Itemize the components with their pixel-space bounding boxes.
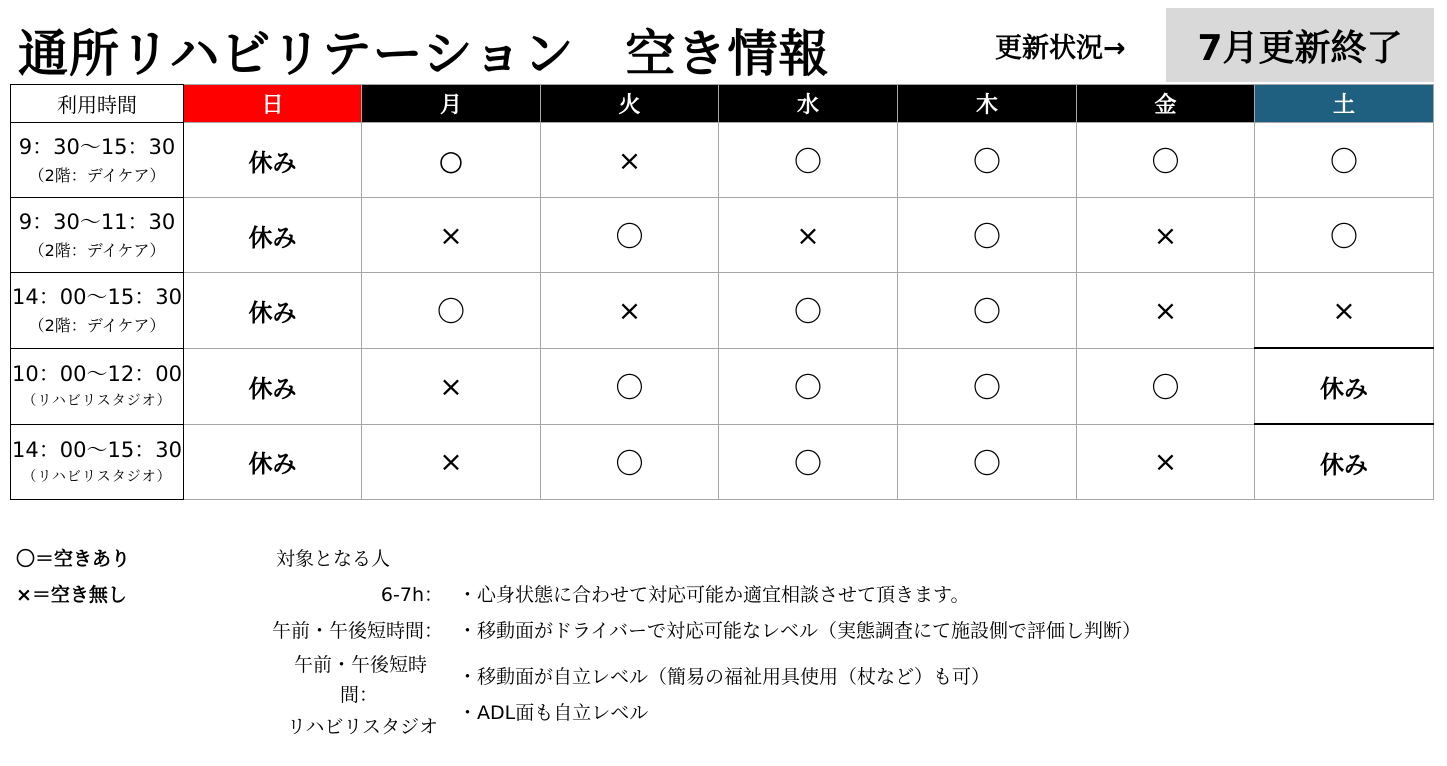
availability-value: ×	[439, 218, 463, 252]
availability-value: ×	[1153, 445, 1178, 479]
time-range: 9：30〜11：30	[18, 209, 176, 234]
time-slot-cell	[11, 424, 184, 500]
availability-value: 〇	[793, 446, 822, 480]
availability-cell	[719, 273, 898, 349]
availability-cell	[898, 273, 1077, 349]
target-label-studio-line3: リハビリスタジオ	[287, 716, 439, 738]
legend-available: 〇＝空きあり	[16, 548, 131, 570]
target-label-6-7h: 6-7h：	[380, 584, 443, 606]
time-slot-cell	[11, 198, 184, 273]
table-row	[11, 273, 1434, 349]
availability-value: ×	[439, 445, 463, 479]
availability-cell	[362, 273, 541, 349]
availability-value: 休み	[248, 298, 297, 327]
availability-cell	[1255, 123, 1434, 198]
header-day-sun: 日	[184, 85, 362, 123]
location: （2階：デイケア）	[28, 316, 166, 336]
availability-value: 〇	[615, 371, 644, 404]
availability-cell	[184, 123, 362, 198]
availability-cell	[1077, 198, 1255, 273]
header-day-thu: 木	[898, 85, 1077, 123]
time-slot-cell	[11, 123, 184, 198]
availability-value: 〇	[793, 145, 822, 178]
time-slot-cell	[11, 348, 184, 424]
availability-cell	[541, 123, 719, 198]
target-label-short: 午前・午後短時間：	[271, 620, 443, 642]
availability-value: ×	[617, 143, 642, 177]
target-label-studio-line1: 午前・午後短時	[294, 654, 428, 676]
availability-cell	[541, 273, 719, 349]
availability-value: 〇	[972, 220, 1001, 253]
availability-cell	[898, 198, 1077, 273]
availability-cell	[1077, 123, 1255, 198]
availability-cell	[1077, 348, 1255, 424]
update-status-badge: 7月更新終了	[1166, 8, 1434, 82]
availability-value: 〇	[1329, 145, 1358, 178]
availability-cell	[719, 123, 898, 198]
availability-cell	[184, 348, 362, 424]
availability-value: 休み	[1320, 374, 1368, 403]
availability-value: 〇	[793, 295, 822, 329]
target-desc-studio-2: ・ADL面も自立レベル	[458, 702, 649, 724]
location: （リハビリスタジオ）	[22, 393, 172, 410]
availability-cell	[1077, 273, 1255, 349]
location: （2階：デイケア）	[28, 241, 166, 261]
availability-cell	[1077, 424, 1255, 500]
time-range: 14：00〜15：30	[12, 285, 182, 310]
availability-value: ×	[1153, 293, 1178, 327]
availability-value: ×	[617, 293, 642, 327]
availability-value: 〇	[615, 446, 644, 480]
availability-cell	[1255, 198, 1434, 273]
header-day-fri: 金	[1077, 85, 1255, 123]
table-row	[11, 123, 1434, 198]
availability-value: 休み	[248, 374, 297, 403]
availability-value: ○	[438, 143, 464, 177]
header-day-sat: 土	[1255, 85, 1434, 123]
availability-value: 休み	[1320, 450, 1368, 479]
table-header-row	[11, 85, 1434, 123]
table-row	[11, 348, 1434, 424]
availability-cell	[362, 348, 541, 424]
availability-value: 〇	[972, 295, 1001, 329]
availability-cell	[362, 123, 541, 198]
time-range: 10：00〜12：00	[12, 362, 182, 387]
availability-value: 〇	[972, 446, 1001, 480]
availability-cell	[362, 198, 541, 273]
availability-cell	[719, 198, 898, 273]
availability-value: ×	[439, 369, 463, 403]
availability-value: ×	[796, 218, 820, 252]
availability-cell	[184, 424, 362, 500]
availability-cell	[184, 273, 362, 349]
availability-cell	[898, 348, 1077, 424]
time-range: 14：00〜15：30	[12, 437, 182, 462]
availability-value: 〇	[615, 220, 644, 253]
availability-table	[10, 84, 1434, 500]
availability-value: 〇	[972, 145, 1001, 178]
availability-cell	[541, 348, 719, 424]
time-range: 9：30〜15：30	[18, 134, 176, 159]
availability-value: 〇	[436, 295, 465, 329]
time-slot-cell	[11, 273, 184, 349]
header-day-tue: 火	[541, 85, 719, 123]
target-desc-6-7h: ・心身状態に合わせて対応可能か適宜相談させて頂きます。	[458, 584, 970, 606]
page-title: 通所リハビリテーション 空き情報	[18, 25, 830, 83]
target-heading: 対象となる人	[276, 548, 391, 570]
table-row	[11, 424, 1434, 500]
target-desc-studio-1: ・移動面が自立レベル（簡易の福祉用具使用（杖など）も可）	[458, 666, 991, 688]
availability-value: 〇	[1151, 371, 1180, 404]
availability-cell	[541, 198, 719, 273]
availability-cell	[1255, 348, 1434, 424]
availability-value: ×	[1153, 218, 1178, 252]
availability-cell	[1255, 424, 1434, 500]
update-status-label: 更新状況→	[995, 33, 1126, 64]
availability-value: 〇	[1151, 145, 1180, 178]
availability-value: 〇	[1329, 220, 1358, 253]
availability-value: 休み	[248, 148, 297, 177]
header-day-mon: 月	[362, 85, 541, 123]
availability-cell	[719, 424, 898, 500]
availability-cell	[719, 348, 898, 424]
availability-cell	[541, 424, 719, 500]
header-usage-time: 利用時間	[11, 85, 184, 123]
availability-cell	[898, 424, 1077, 500]
availability-cell	[1255, 273, 1434, 349]
availability-value: ×	[1332, 293, 1356, 327]
header-day-wed: 水	[719, 85, 898, 123]
availability-value: 休み	[248, 223, 297, 252]
availability-value: 休み	[248, 450, 297, 479]
legend-unavailable: ×＝空き無し	[16, 584, 127, 606]
table-row	[11, 198, 1434, 273]
location: （2階：デイケア）	[28, 166, 166, 186]
availability-cell	[362, 424, 541, 500]
availability-cell	[184, 198, 362, 273]
target-desc-short: ・移動面がドライバーで対応可能なレベル（実態調査にて施設側で評価し判断）	[458, 620, 1142, 642]
location: （リハビリスタジオ）	[22, 469, 172, 486]
availability-value: 〇	[972, 371, 1001, 404]
target-label-studio-line2: 間：	[340, 684, 379, 706]
availability-value: 〇	[793, 371, 822, 404]
availability-cell	[898, 123, 1077, 198]
